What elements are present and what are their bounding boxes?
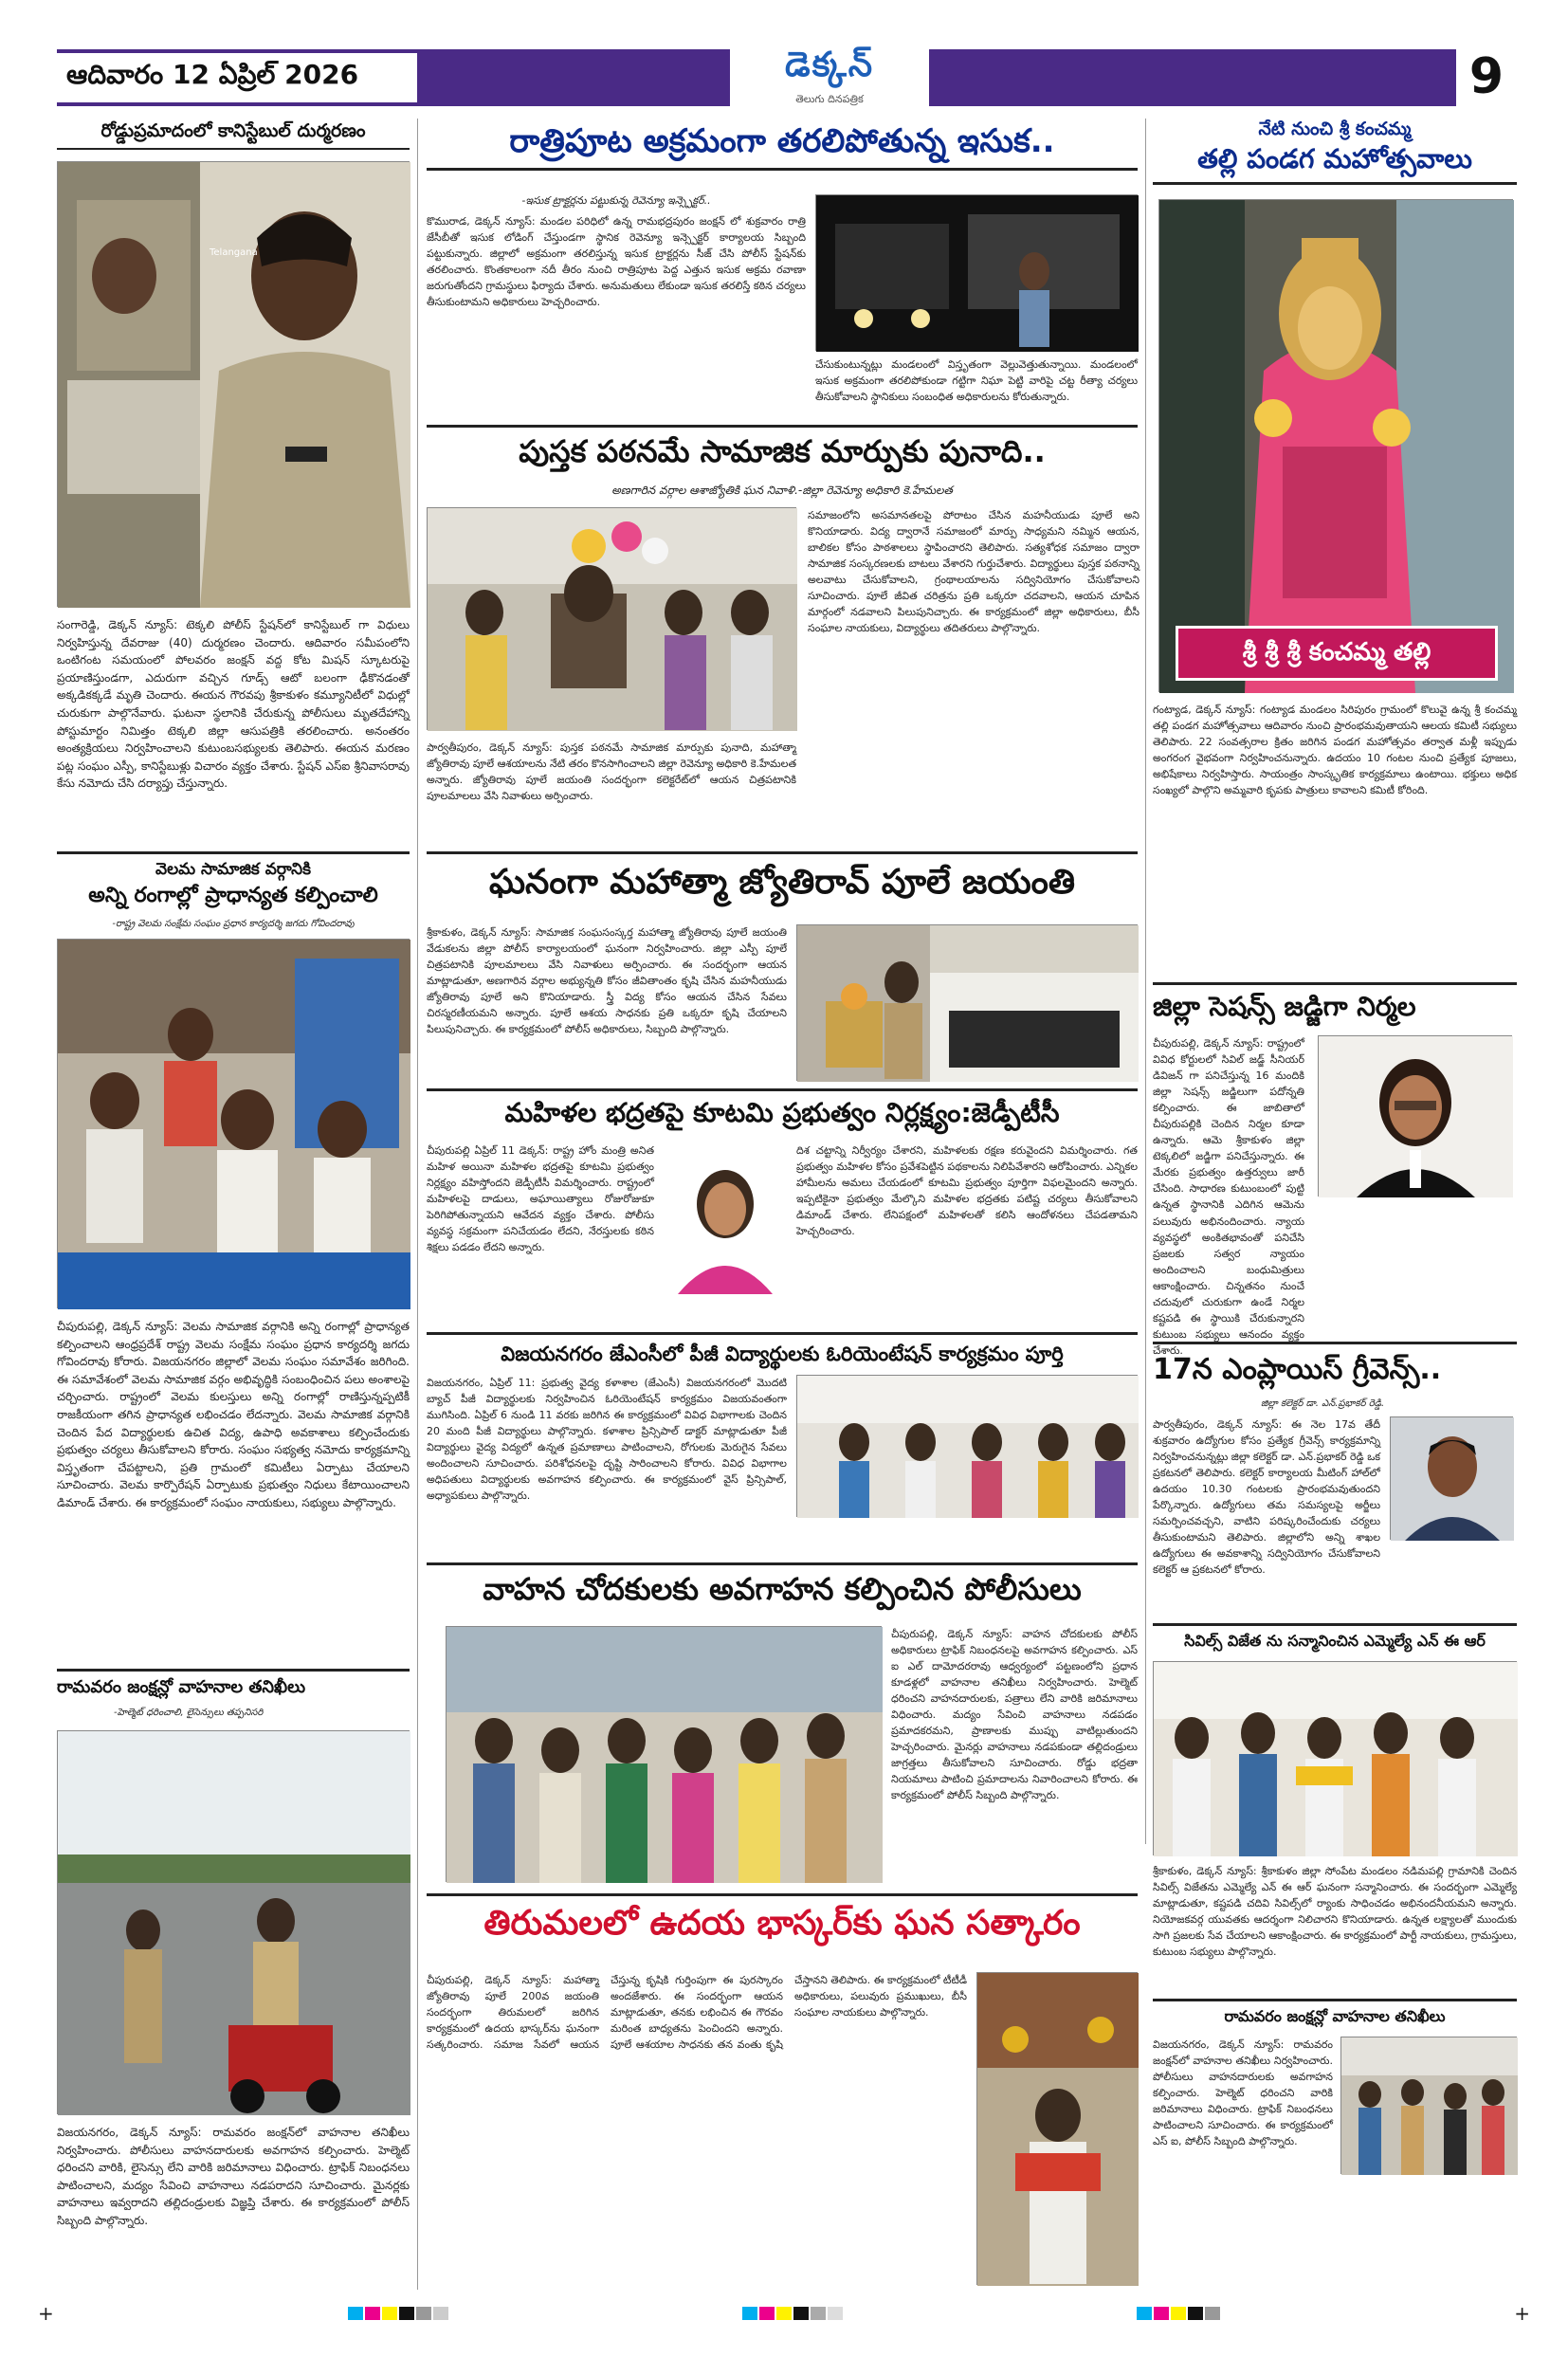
jmc-rule [427,1332,1138,1335]
phule-headline: ఘనంగా మహాత్మా జ్యోతిరావ్ పూలే జయంతి [488,863,1076,902]
ramavaram-left-body: విజయనగరం, డెక్కన్ న్యూస్: రామవరం జంక్షన్‌లో వాహనాల తనిఖీలు నిర్వహించారు. పోలీసులు వాహనదారులకు అవగాహన కల్పించారు. హెల్మెట్ ధరించని వారికి, లైసెన్సు లేని వారికి జరిమానాలు విధించారు. ట్రాఫిక్ నిబంధనలు పాటించాలని, మద్యం సేవించి వాహనాలు నడపరాదని సూచించారు. మైనర్లకు వాహనాలు ఇవ్వరాదని తల్లిదండ్రులకు విజ్ఞప్తి చేశారు. ఈ కార్యక్రమంలో పోలీస్ సిబ్బంది పాల్గొన్నారు. [57,2126,410,2227]
constable-body: సంగారెడ్డి, డెక్కన్ న్యూస్: టెక్కలి పోలీస్ స్టేషన్‌లో కానిస్టేబుల్ గా విధులు నిర్వహిస్తున్న దేవరాజు (40) దుర్మరణం చెందారు. ఆదివారం సమీపంలోని ఒంటిగంట సమయంలో పోలవరం జంక్షన్ వద్ద కోట మిషన్ స్కూటరుపై ప్రయాణిస్తుండగా, ఎదురుగా వచ్చిన గూడ్స్ ఆటో బలంగా ఢీకొనడంతో అక్కడికక్కడే మృతి చెందారు. ఈయన గౌరవపు శ్రీకాకుళం కమ్యూనిటీలో విధుల్లో చురుకుగా పాల్గొనేవారు. ఘటనా స్థలానికి చేరుకున్న పోలీసులు మృతదేహాన్ని పోస్టుమార్టం నిమిత్తం టెక్కలి జిల్లా ఆసుపత్రికి తరలించారు. అనంతరం అంత్యక్రియలు నిర్వహించాలని కుటుంబసభ్యులకు తెలిపారు. ఈయన మరణం పట్ల సంఘం ఎస్పీ, కానిస్టేబుళ్లు విచారం వ్యక్తం చేశారు. స్టేషన్ ఎస్ఐ శ్రీనివాసరావు కేసు నమోదు చేసి దర్యాప్తు చేస్తున్నారు. [57,618,410,791]
velama-photo-art [58,940,410,1309]
civils-body: శ్రీకాకుళం, డెక్కన్ న్యూస్: శ్రీకాకుళం జిల్లా సోంపేట మండలం నడిమపల్లి గ్రామానికి చెందిన సివిల్స్ విజేతను ఎమ్మెల్యే ఎన్ ఈ ఆర్ ఘనంగా సన్మానించారు. ఈ సందర్భంగా ఎమ్మెల్యే మాట్లాడుతూ, కష్టపడి చదివి సివిల్స్‌లో ర్యాంకు సాధించడం అభినందనీయమని అన్నారు. నియోజకవర్గ యువతకు ఆదర్శంగా నిలిచారని కొనియాడారు. ఉన్నత లక్ష్యాలతో ముందుకు సాగి ప్రజలకు సేవ చేయాలని ఆకాంక్షించారు. ఈ కార్యక్రమంలో పార్టీ నాయకులు, గ్రామస్తులు, కుటుంబ సభ్యులు పాల్గొన్నారు. [1153,1865,1517,1959]
issue-date: ఆదివారం 12 ఏప్రిల్ 2026 [57,49,417,106]
crop-mark-right-icon: + [1514,2302,1530,2325]
women-body-left: చీపురుపల్లి ఏప్రిల్ 11 డెక్కన్: రాష్ట్ర హోం మంత్రి అనిత మహిళ అయినా మహిళల భద్రతపై కూటమి ప్రభుత్వం నిర్లక్ష్యం వహిస్తోందని జెడ్పీటీసీ విమర్శించారు. రాష్ట్రంలో మహిళలపై దాడులు, అఘాయిత్యాలు రోజురోజుకూ పెరిగిపోతున్నాయని ఆవేదన వ్యక్తం చేశారు. పోలీసు వ్యవస్థ సక్రమంగా పనిచేయడం లేదని, నేరస్తులకు కఠిన శిక్షలు పడడం లేదని అన్నారు. [427,1144,654,1254]
color-bar-left [348,2307,448,2320]
constable-photo [57,161,410,607]
judge-photo [1318,1035,1512,1197]
ramavaram-right-photo-art [1341,2037,1518,2175]
ramavaram-left-rule [57,1669,410,1672]
women-body-right: దిశ చట్టాన్ని నిర్వీర్యం చేశారని, మహిళలకు రక్షణ కరువైందని విమర్శించారు. గత ప్రభుత్వం మహిళల కోసం ప్రవేశపెట్టిన పథకాలను నిలిపివేశారని ఆరోపించారు. ఎన్నికల హామీలను అమలు చేయడంలో కూటమి ప్రభుత్వం పూర్తిగా విఫలమైందని అన్నారు. ఇప్పటికైనా ప్రభుత్వం మేల్కొని మహిళల భద్రతకు పటిష్ట చర్యలు తీసుకోవాలని డిమాండ్ చేశారు. లేనిపక్షంలో మహిళలతో కలిసి ఆందోళనలు చేపడతామని హెచ్చరించారు. [796,1144,1138,1238]
jmc-headline: విజయనగరం జేఎంసీలో పీజీ విద్యార్థులకు ఓరియెంటేషన్ కార్యక్రమం పూర్తి [501,1343,1064,1365]
books-rule [427,425,1138,428]
kanchamma-photo [1158,199,1513,692]
civils-photo-art [1154,1662,1518,1856]
awareness-rule [427,1562,1138,1565]
kanchamma-photo-art [1159,200,1514,693]
logo-subtitle: తెలుగు దినపత్రిక [795,93,864,105]
newspaper-logo [730,42,929,112]
ramavaram-right-body: విజయనగరం, డెక్కన్ న్యూస్: రామవరం జంక్షన్‌లో వాహనాల తనిఖీలు నిర్వహించారు. పోలీసులు వాహనదారులకు అవగాహన కల్పించారు. హెల్మెట్ ధరించని వారికి జరిమానాలు విధించారు. ట్రాఫిక్ నిబంధనలు పాటించాలని సూచించారు. ఈ కార్యక్రమంలో ఎస్ ఐ, పోలీస్ సిబ్బంది పాల్గొన్నారు. [1153,2038,1333,2148]
jmc-body: విజయనగరం, ఏప్రిల్ 11: ప్రభుత్వ వైద్య కళాశాల (జేఎంసీ) విజయనగరంలో మొదటి బ్యాచ్ పీజీ విద్యార్థులకు నిర్వహించిన ఓరియెంటేషన్ కార్యక్రమం విజయవంతంగా ముగిసింది. ఏప్రిల్ 6 నుండి 11 వరకు జరిగిన ఈ కార్యక్రమంలో వివిధ విభాగాలకు చెందిన 20 మంది పీజీ విద్యార్థులు పాల్గొన్నారు. కళాశాల ప్రిన్సిపాల్ డాక్టర్ మాట్లాడుతూ పీజీ విద్యార్థులు వైద్య విద్యలో ఉన్నత ప్రమాణాలు పాటించాలని, రోగులకు మెరుగైన సేవలు అందించాలని సూచించారు. పరిశోధనలపై దృష్టి సారించాలని కోరారు. వివిధ విభాగాల అధిపతులు విద్యార్థులకు అవగాహన కల్పించారు. ఈ కార్యక్రమంలో వైస్ ప్రిన్సిపాల్, అధ్యాపకులు పాల్గొన్నారు. [427,1377,787,1503]
zptc-photo [664,1152,787,1294]
ramavaram-right-rule [1153,1999,1517,2001]
sand-photo-art [816,195,1139,352]
women-headline: మహిళల భద్రతపై కూటమి ప్రభుత్వం నిర్లక్ష్యం:జెడ్పీటీసీ [504,1097,1060,1128]
crop-mark-left-icon: + [38,2302,54,2325]
photo-watermark: Telangana [210,247,258,258]
grievance-body: పార్వతీపురం, డెక్కన్ న్యూస్: ఈ నెల 17వ తేదీ శుక్రవారం ఉద్యోగుల కోసం ప్రత్యేక గ్రీవెన్స్ కార్యక్రమాన్ని నిర్వహించనున్నట్లు జిల్లా కలెక్టర్ డా. ఎన్.ప్రభాకర్ రెడ్డి ఒక ప్రకటనలో తెలిపారు. కలెక్టర్ కార్యాలయ మీటింగ్ హాల్‌లో ఉదయం 10.30 గంటలకు ప్రారంభమవుతుందని పేర్కొన్నారు. ఉద్యోగులు తమ సమస్యలపై అర్జీలు సమర్పించవచ్చని, వాటిని పరిష్కరించేందుకు చర్యలు తీసుకుంటామని తెలిపారు. జిల్లాలోని అన్ని శాఖల ఉద్యోగులు ఈ అవకాశాన్ని సద్వినియోగం చేసుకోవాలని కలెక్టర్ ఆ ప్రకటనలో కోరారు. [1153,1418,1380,1577]
books-body-right: సమాజంలోని అసమానతలపై పోరాటం చేసిన మహనీయుడు పూలే అని కొనియాడారు. విద్య ద్వారానే సమాజంలో మార్పు సాధ్యమని నమ్మిన ఆయన, బాలికల కోసం పాఠశాలలు స్థాపించారని తెలిపారు. సత్యశోధక సమాజం ద్వారా సామాజిక సంస్కరణలకు బాటలు వేశారని గుర్తుచేశారు. విద్యార్థులు పుస్తక పఠనాన్ని అలవాటు చేసుకోవాలని, గ్రంథాలయాలను సద్వినియోగం చేసుకోవాలని సూచించారు. పూలే జీవిత చరిత్రను ప్రతి ఒక్కరూ చదవాలని, ఆయన చూపిన మార్గంలో నడవాలని పిలుపునిచ్చారు. ఈ కార్యక్రమంలో జిల్లా అధికారులు, బీసీ సంఘాల నాయకులు, విద్యార్థులు తదితరులు పాల్గొన్నారు. [808,509,1140,635]
jmc-photo-art [797,1376,1139,1518]
civils-headline: సివిల్స్ విజేత ను సన్మానించిన ఎమ్మెల్యే ఎన్ ఈ ఆర్ [1184,1632,1486,1650]
velama-photo [57,939,410,1308]
page-number: 9 [1456,46,1517,108]
sand-byline: -ఇసుక ట్రాక్టర్లను పట్టుకున్న రెవెన్యూ ఇన్స్పెక్టర్.. [521,194,711,207]
books-body-left: పార్వతీపురం, డెక్కన్ న్యూస్: పుస్తక పఠనమే సామాజిక మార్పుకు పునాది, మహాత్మా జ్యోతిరావు పూలే ఆశయాలను నేటి తరం కొనసాగించాలని జిల్లా రెవెన్యూ అధికారి కె.హేమలత అన్నారు. జ్యోతిరావు పూలే జయంతి సందర్భంగా కలెక్టరేట్‌లో ఆయన చిత్రపటానికి పూలమాలలు వేసి నివాళులు అర్పించారు. [427,741,796,803]
constable-photo-art [58,162,410,608]
books-headline: పుస్తక పఠనమే సామాజిక మార్పుకు పునాది.. [519,433,1046,469]
grievance-headline: 17న ఎంప్లాయిస్ గ్రీవెన్స్.. [1153,1353,1442,1386]
grievance-rule [1153,1342,1517,1344]
ramavaram-left-photo-art [58,1731,410,2115]
tirumala-body: చీపురుపల్లి, డెక్కన్ న్యూస్: మహాత్మా జ్యోతిరావు పూలే 200వ జయంతి సందర్భంగా తిరుమలలో జరిగిన కార్యక్రమంలో ఉదయ భాస్కర్‌ను ఘనంగా సత్కరించారు. సమాజ సేవలో ఆయన చేస్తున్న కృషికి గుర్తింపుగా ఈ పురస్కారం అందజేశారు. ఈ సందర్భంగా ఆయన మాట్లాడుతూ, తనకు లభించిన ఈ గౌరవం మరింత బాధ్యతను పెంచిందని అన్నారు. పూలే ఆశయాల సాధనకు తన వంతు కృషి చేస్తానని తెలిపారు. ఈ కార్యక్రమంలో టీటీడీ అధికారులు, పలువురు ప్రముఖులు, బీసీ సంఘాల నాయకులు పాల్గొన్నారు. [427,1974,968,2052]
awareness-photo-art [447,1627,883,1883]
sand-body-continued: చేసుకుంటున్నట్లు మండలంలో విస్తృతంగా వెల్లువెత్తుతున్నాయి. మండలంలో ఇసుక అక్రమంగా తరలిపోకుండా గట్టిగా నిఘా పెట్టి వారిపై చట్ట రీత్యా చర్యలు తీసుకోవాలని స్థానికులు సంబంధిత అధికారులను కోరుతున్నారు. [815,358,1138,404]
constable-headline: రోడ్డుప్రమాదంలో కానిస్టేబుల్ దుర్మరణం [57,121,410,150]
judge-body: చీపురుపల్లి, డెక్కన్ న్యూస్: రాష్ట్రంలో వివిధ కోర్టులలో సివిల్ జడ్జ్ సీనియర్ డివిజన్ గా పనిచేస్తున్న 16 మందికి జిల్లా సెషన్స్ జడ్జిలుగా పదోన్నతి కల్పించారు. ఈ జాబితాలో చీపురుపల్లికి చెందిన నిర్మల కూడా ఉన్నారు. ఆమె శ్రీకాకుళం జిల్లా టెక్కలిలో జడ్జిగా పనిచేస్తున్నారు. ఈ మేరకు ప్రభుత్వం ఉత్తర్వులు జారీ చేసింది. సాధారణ కుటుంబంలో పుట్టి ఉన్నత స్థానానికి ఎదిగిన ఆమెను పలువురు అభినందించారు. న్యాయ వ్యవస్థలో అంకితభావంతో పనిచేసి ప్రజలకు సత్వర న్యాయం అందించాలని బంధుమిత్రులు ఆకాంక్షించారు. చిన్నతనం నుంచే చదువులో చురుకుగా ఉండే నిర్మల కష్టపడి ఈ స్థాయికి చేరుకున్నారని కుటుంబ సభ్యులు ఆనందం వ్యక్తం చేశారు. [1153,1037,1304,1357]
tirumala-photo [976,1972,1138,2285]
velama-kicker: వెలమ సామాజిక వర్గానికి [155,860,311,879]
phule-photo [796,924,1138,1081]
ramavaram-left-photo [57,1730,410,2114]
kanchamma-headline: తల్లి పండగ మహోత్సవాలు [1153,144,1517,185]
awareness-photo [446,1626,882,1882]
ramavaram-left-headline: రామవరం జంక్షన్లో వాహనాల తనిఖీలు [57,1677,306,1697]
books-photo-art [428,508,797,731]
kanchamma-body: గంట్యాడ, డెక్కన్ న్యూస్: గంట్యాడ మండలం సిరిపురం గ్రామంలో కొలువై ఉన్న శ్రీ కంచమ్మ తల్లి పండగ మహోత్సవాలు ఆదివారం నుంచి ప్రారంభమవుతాయని ఆలయ కమిటీ సభ్యులు తెలిపారు. 22 సంవత్సరాల క్రితం జరిగిన పండగ మహోత్సవం తర్వాత మళ్లీ ఇప్పుడు అంగరంగ వైభవంగా నిర్వహించనున్నారు. ఉదయం 10 గంటల నుంచి ప్రత్యేక పూజలు, అభిషేకాలు నిర్వహిస్తారు. సాయంత్రం సాంస్కృతిక కార్యక్రమాలు ఉంటాయి. భక్తులు అధిక సంఖ్యలో పాల్గొని అమ్మవారి కృపకు పాత్రులు కావాలని కమిటీ కోరింది. [1153,703,1517,797]
civils-photo [1153,1661,1517,1855]
zptc-photo-art [664,1152,787,1294]
sand-body: కొమురాడ, డెక్కన్ న్యూస్: మండల పరిధిలో ఉన్న రామభద్రపురం జంక్షన్ లో శుక్రవారం రాత్రి జేసీబీతో ఇసుక లోడింగ్ చేస్తుండగా స్థానిక రెవెన్యూ ఇన్స్పెక్టర్ కార్యాలయ సిబ్బంది పట్టుకున్నారు. జిల్లాలో అక్రమంగా తరలిస్తున్న ఇసుక ట్రాక్టర్లను సీజ్ చేసి పోలీస్ స్టేషన్‌కు తరలించారు. కొంతకాలంగా నదీ తీరం నుంచి రాత్రిపూట పెద్ద ఎత్తున ఇసుక అక్రమ రవాణా జరుగుతోందని గ్రామస్థులు ఫిర్యాదు చేశారు. అనుమతులు లేకుండా ఇసుక తరలిస్తే కఠిన చర్యలు తీసుకుంటామని అధికారులు హెచ్చరించారు. [427,215,806,309]
column-rule-right [1145,119,1146,1844]
tirumala-headline: తిరుమలలో ఉదయ భాస్కర్‌కు ఘన సత్కారం [483,1904,1081,1943]
velama-headline: అన్ని రంగాల్లో ప్రాధాన్యత కల్పించాలి [88,884,378,907]
ramavaram-right-headline: రామవరం జంక్షన్లో వాహనాల తనిఖీలు [1224,2007,1446,2025]
tirumala-rule [427,1893,1138,1896]
column-rule-left [417,119,418,2290]
ramavaram-left-byline: -హెల్మెట్ ధరించాలి, లైసెన్సులు తప్పనిసరి [114,1708,264,1718]
sand-headline: రాత్రిపూట అక్రమంగా తరలిపోతున్న ఇసుక.. [427,123,1138,171]
women-rule [427,1088,1138,1091]
velama-byline: -రాష్ట్ర వెలమ సంక్షేమ సంఘం ప్రధాన కార్యదర్శి జగదు గోవిందరావు [112,919,355,929]
sand-photo [815,194,1138,351]
awareness-headline: వాహన చోదకులకు అవగాహన కల్పించిన పోలీసులు [483,1571,1082,1607]
judge-rule [1153,982,1517,985]
phule-rule [427,851,1138,854]
books-byline: అణగారిన వర్గాల ఆశాజ్యోతికి ఘన నివాళి.-జిల్లా రెవెన్యూ అధికారి కె.హేమలత [611,484,953,497]
judge-headline: జిల్లా సెషన్స్ జడ్జిగా నిర్మల [1153,991,1416,1022]
ramavaram-right-photo [1340,2037,1517,2174]
velama-body: చీపురుపల్లి, డెక్కన్ న్యూస్: వెలమ సామాజిక వర్గానికి అన్ని రంగాల్లో ప్రాధాన్యత కల్పించాలని ఆంధ్రప్రదేశ్ రాష్ట్ర వెలమ సంక్షేమ సంఘం ప్రధాన కార్యదర్శి జగదు గోవిందరావు కోరారు. విజయనగరం జిల్లాలో వెలమ సంఘం సమావేశం జరిగింది. ఈ సమావేశంలో వెలమ సామాజిక వర్గం అభివృద్ధికి సంబంధించిన పలు అంశాలపై చర్చించారు. రాష్ట్రంలో వెలమ కులస్తులు అన్ని రంగాల్లో రాణిస్తున్నప్పటికీ రాజకీయంగా తగిన ప్రాధాన్యత లభించడం లేదన్నారు. వెలమ సామాజిక వర్గానికి చెందిన పేద విద్యార్థులకు ఉచిత విద్య, ఉపాధి అవకాశాలు కల్పించేందుకు ప్రభుత్వం చర్యలు తీసుకోవాలని కోరారు. సంఘం సభ్యత్వ నమోదు కార్యక్రమాన్ని విస్తృతంగా చేపట్టాలని, ప్రతి గ్రామంలో కమిటీలు ఏర్పాటు చేయాలని సూచించారు. వెలమ కార్పొరేషన్ ఏర్పాటుకు ప్రభుత్వం నిధులు కేటాయించాలని డిమాండ్ చేశారు. ఈ కార్యక్రమంలో సంఘం నాయకులు, సభ్యులు పాల్గొన్నారు. [57,1320,410,1509]
color-bar-center [742,2307,843,2320]
kanchamma-caption-box [1176,626,1498,681]
awareness-body: చీపురుపల్లి, డెక్కన్ న్యూస్: వాహన చోదకులకు పోలీస్ అధికారులు ట్రాఫిక్ నిబంధనలపై అవగాహన కల్పించారు. ఎస్ ఐ ఎల్ దామోదరరావు ఆధ్వర్యంలో పట్టణంలోని ప్రధాన కూడళ్లలో వాహనాల తనిఖీలు నిర్వహించారు. హెల్మెట్ ధరించని వాహనదారులకు, పత్రాలు లేని వారికి జరిమానాలు విధించారు. మద్యం సేవించి వాహనాలు నడపడం ప్రమాదకరమని, ప్రాణాలకు ముప్పు వాటిల్లుతుందని హెచ్చరించారు. మైనర్లు వాహనాలు నడపకుండా తల్లిదండ్రులు జాగ్రత్తలు తీసుకోవాలని సూచించారు. రోడ్డు భద్రతా నియమాలు పాటించి ప్రమాదాలను నివారించాలని కోరారు. ఈ కార్యక్రమంలో పోలీస్ సిబ్బంది పాల్గొన్నారు. [891,1628,1138,1802]
kanchamma-kicker: నేటి నుంచి శ్రీ కంచమ్మ [1258,119,1412,139]
civils-rule [1153,1623,1517,1626]
collector-photo [1390,1416,1513,1540]
tirumala-photo-art [977,1973,1139,2286]
logo-text: డెక్కన్ [784,46,875,84]
books-photo [427,507,796,730]
jmc-photo [796,1375,1138,1517]
print-registration-strip [38,2302,1530,2325]
kanchamma-caption: శ్రీ శ్రీ శ్రీ కంచమ్మ తల్లి [1242,638,1431,667]
color-bar-right [1137,2307,1220,2320]
phule-body: శ్రీకాకుళం, డెక్కన్ న్యూస్: సామాజిక సంఘసంస్కర్త మహాత్మా జ్యోతిరావు పూలే జయంతి వేడుకలను జిల్లా పోలీస్ కార్యాలయంలో ఘనంగా నిర్వహించారు. జిల్లా ఎస్పీ పూలే చిత్రపటానికి పూలమాలలు వేసి నివాళులు అర్పించారు. ఈ సందర్భంగా ఆయన మాట్లాడుతూ, అణగారిన వర్గాల అభ్యున్నతి కోసం జీవితాంతం కృషి చేసిన మహనీయుడు జ్యోతిరావు పూలే అని కొనియాడారు. స్త్రీ విద్య కోసం ఆయన చేసిన సేవలు చిరస్మరణీయమని అన్నారు. పూలే ఆశయ సాధనకు ప్రతి ఒక్కరూ కృషి చేయాలని పిలుపునిచ్చారు. ఈ కార్యక్రమంలో పోలీస్ అధికారులు, సిబ్బంది పాల్గొన్నారు. [427,926,787,1036]
collector-photo-art [1391,1417,1514,1541]
phule-photo-art [797,925,1139,1082]
grievance-byline: జిల్లా కలెక్టర్ డా. ఎన్.ప్రభాకర్ రెడ్డి. [1261,1398,1385,1409]
judge-photo-art [1319,1036,1513,1197]
velama-rule [57,851,410,854]
